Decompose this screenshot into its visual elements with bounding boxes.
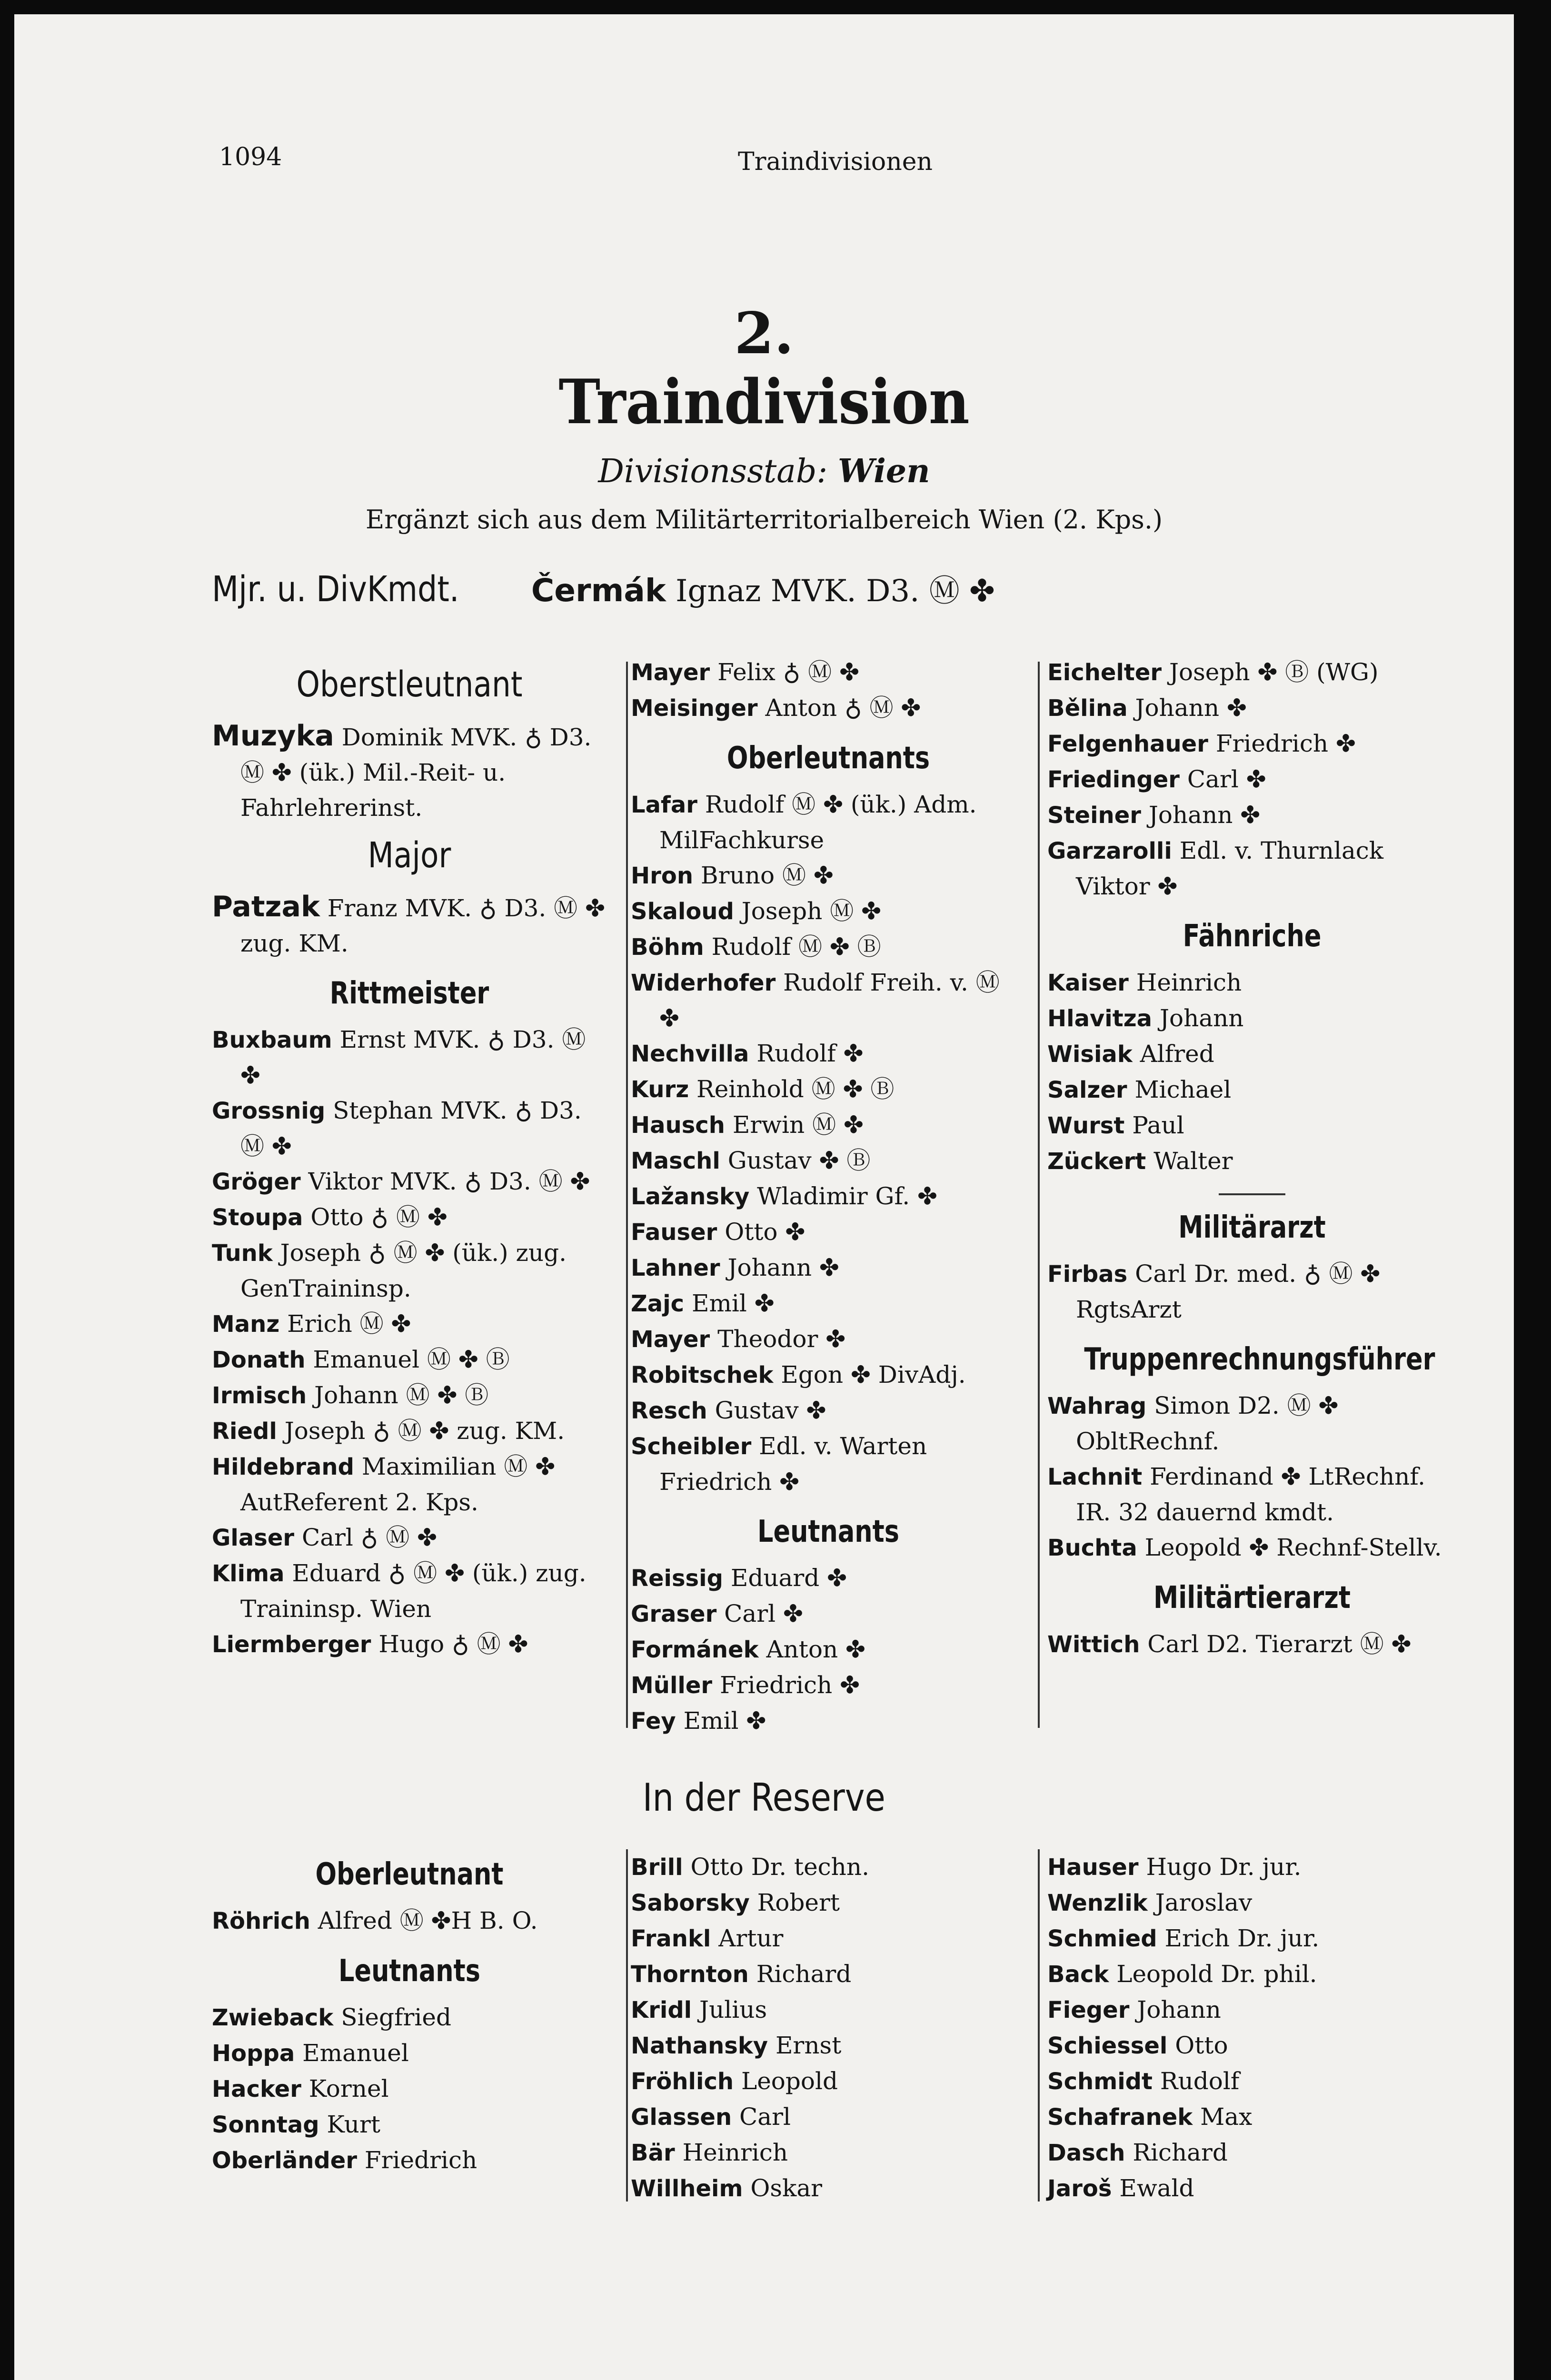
roster-entry [212, 2142, 607, 2178]
staff-label: Divisionsstab: [598, 453, 828, 490]
entry-details: Ewald [1119, 2174, 1194, 2202]
entry-details: Carl Dr. med. ♁ Ⓜ ✤ RgtsArzt [1076, 1260, 1381, 1323]
roster-entry [631, 1992, 1026, 2028]
roster-entry [631, 2099, 1026, 2135]
roster-entry [631, 1632, 1026, 1667]
staff-line [14, 452, 1514, 490]
roster-entry [631, 1071, 1026, 1107]
active-column-3 [1047, 654, 1457, 1662]
entry-surname: Dasch [1047, 2140, 1125, 2166]
roster-entry [631, 787, 1026, 858]
reserve-heading: In der Reserve [642, 1775, 886, 1820]
entry-details: Rudolf Ⓜ ✤ (ük.) Adm. MilFachkurse [659, 791, 977, 854]
roster-entry [631, 1393, 1026, 1428]
entry-surname: Tunk [212, 1240, 273, 1267]
entry-details: Richard [756, 1960, 852, 1988]
roster-entry [1047, 797, 1457, 833]
entry-details: Emanuel [302, 2039, 409, 2067]
entry-surname: Felgenhauer [1047, 731, 1208, 757]
entry-surname: Hauser [1047, 1854, 1139, 1881]
entry-surname: Klima [212, 1560, 285, 1587]
roster-entry [631, 929, 1026, 965]
entry-surname: Manz [212, 1311, 280, 1338]
roster-entry [212, 1449, 607, 1520]
entry-surname: Hildebrand [212, 1454, 354, 1480]
entry-details: Johann ✤ [1148, 801, 1261, 829]
roster-entry [631, 654, 1026, 690]
entry-surname: Saborsky [631, 1890, 750, 1916]
entry-surname: Nechvilla [631, 1041, 749, 1067]
staff-city: Wien [837, 452, 930, 490]
rank-heading: Militärtierarzt [1153, 1580, 1351, 1616]
entry-details: Edl. v. Thurnlack Viktor ✤ [1076, 837, 1384, 900]
roster-entry [631, 893, 1026, 929]
roster-entry [631, 858, 1026, 893]
roster-entry [1047, 1072, 1457, 1108]
entry-details: Hugo ♁ Ⓜ ✤ [378, 1630, 528, 1658]
roster-entry [1047, 1849, 1457, 1885]
roster-entry [1047, 965, 1457, 1001]
roster-entry [212, 889, 607, 961]
entry-details: Joseph Ⓜ ✤ [741, 897, 882, 925]
entry-surname: Bělina [1047, 695, 1128, 722]
entry-details: Kornel [308, 2075, 389, 2102]
roster-entry [1047, 726, 1457, 762]
roster-entry [1047, 1530, 1457, 1566]
roster-entry [631, 2063, 1026, 2099]
entry-surname: Skaloud [631, 898, 734, 925]
page-number: 1094 [219, 143, 282, 171]
entry-details: Ernst [775, 2032, 842, 2059]
entry-details: Julius [699, 1996, 767, 2023]
entry-surname: Lahner [631, 1255, 720, 1281]
roster-entry [1047, 1036, 1457, 1072]
entry-surname: Schafranek [1047, 2104, 1193, 2131]
rank-heading: Oberstleutnant [296, 664, 523, 705]
entry-details: Viktor MVK. ♁ D3. Ⓜ ✤ [308, 1168, 590, 1195]
entry-details: Edl. v. Warten Friedrich ✤ [659, 1432, 927, 1496]
entry-details: Erich Dr. jur. [1164, 1924, 1320, 1952]
roster-entry [1047, 1143, 1457, 1179]
entry-surname: Hoppa [212, 2040, 295, 2067]
entry-details: Robert [757, 1889, 840, 1916]
roster-entry [212, 1342, 607, 1378]
entry-details: Carl ✤ [724, 1600, 803, 1627]
entry-details: Erich Ⓜ ✤ [287, 1310, 411, 1338]
entry-details: Richard [1133, 2139, 1228, 2166]
entry-details: Leopold [741, 2067, 838, 2095]
roster-entry [631, 1036, 1026, 1071]
entry-details: Felix ♁ Ⓜ ✤ [717, 658, 859, 686]
entry-surname: Böhm [631, 934, 704, 961]
entry-details: Wladimir Gf. ✤ [757, 1182, 937, 1210]
entry-surname: Patzak [212, 890, 320, 923]
entry-details: Franz MVK. ♁ D3. Ⓜ ✤ zug. KM. [240, 894, 605, 957]
roster-entry [1047, 833, 1457, 904]
column-divider [626, 662, 628, 1728]
entry-surname: Liermberger [212, 1631, 371, 1658]
entry-surname: Brill [631, 1854, 683, 1881]
entry-surname: Sonntag [212, 2112, 319, 2138]
roster-entry [1047, 1001, 1457, 1036]
roster-entry [1047, 1108, 1457, 1143]
entry-surname: Grossnig [212, 1098, 326, 1124]
entry-surname: Resch [631, 1398, 707, 1424]
entry-details: Emanuel Ⓜ ✤ Ⓑ [313, 1346, 510, 1373]
entry-surname: Jaroš [1047, 2175, 1112, 2202]
entry-details: Jaroslav [1155, 1889, 1253, 1916]
entry-surname: Glaser [212, 1525, 295, 1551]
entry-surname: Wisiak [1047, 1041, 1133, 1068]
entry-surname: Mayer [631, 1326, 710, 1353]
section-rule [1219, 1193, 1285, 1195]
roster-entry [1047, 1256, 1457, 1327]
entry-surname: Nathansky [631, 2033, 768, 2059]
entry-surname: Steiner [1047, 802, 1141, 829]
chapter-title: Traindivision [558, 367, 970, 438]
entry-details: Anton ✤ [766, 1636, 865, 1663]
rank-heading: Truppenrechnungsführer [1084, 1342, 1435, 1377]
entry-surname: Muzyka [212, 719, 334, 753]
entry-surname: Fey [631, 1708, 676, 1735]
entry-details: Johann ✤ [727, 1254, 839, 1281]
reserve-column-1 [212, 1842, 607, 2178]
entry-details: Otto ♁ Ⓜ ✤ [310, 1203, 447, 1231]
entry-details: Friedrich ✤ [719, 1671, 860, 1699]
entry-surname: Glassen [631, 2104, 732, 2131]
column-divider [1038, 1849, 1040, 2202]
entry-details: Otto [1175, 2032, 1228, 2059]
roster-entry [1047, 2028, 1457, 2063]
entry-details: Otto Dr. techn. [690, 1853, 869, 1881]
entry-details: Johann [1159, 1004, 1244, 1032]
column-divider [626, 1849, 628, 2202]
rank-heading: Rittmeister [329, 976, 489, 1011]
roster-entry [1047, 2099, 1457, 2135]
roster-entry [212, 1093, 607, 1164]
entry-surname: Willheim [631, 2175, 743, 2202]
roster-entry [631, 1703, 1026, 1739]
entry-details: Joseph ✤ Ⓑ (WG) [1169, 658, 1379, 686]
entry-surname: Thornton [631, 1961, 749, 1988]
entry-surname: Oberländer [212, 2147, 357, 2174]
active-column-1 [212, 654, 607, 1662]
entry-surname: Meisinger [631, 695, 758, 722]
entry-details: Alfred Ⓜ ✤H B. O. [318, 1907, 538, 1934]
rank-heading: Militärarzt [1178, 1210, 1326, 1245]
entry-details: Johann [1137, 1996, 1221, 2023]
roster-entry [1047, 690, 1457, 726]
entry-surname: Schmidt [1047, 2068, 1153, 2095]
roster-entry [212, 1306, 607, 1342]
entry-details: Max [1200, 2103, 1253, 2131]
entry-surname: Kridl [631, 1997, 692, 2023]
roster-entry [631, 690, 1026, 726]
entry-details: Johann ✤ [1135, 694, 1247, 722]
entry-details: Johann Ⓜ ✤ Ⓑ [314, 1381, 489, 1409]
roster-entry [212, 1520, 607, 1556]
entry-surname: Lažansky [631, 1183, 750, 1210]
roster-entry [212, 2035, 607, 2071]
entry-details: Gustav ✤ Ⓑ [727, 1147, 871, 1174]
roster-entry [1047, 1885, 1457, 1921]
roster-entry [212, 1164, 607, 1200]
entry-details: Rudolf [1160, 2067, 1240, 2095]
entry-surname: Wahrag [1047, 1393, 1147, 1419]
entry-surname: Hacker [212, 2076, 301, 2102]
roster-entry [212, 1556, 607, 1626]
entry-surname: Reissig [631, 1565, 723, 1592]
roster-entry [631, 1849, 1026, 1885]
commander-line [212, 566, 995, 610]
entry-surname: Garzarolli [1047, 838, 1172, 864]
entry-surname: Widerhofer [631, 970, 776, 996]
entry-details: Maximilian Ⓜ ✤ AutReferent 2. Kps. [240, 1453, 556, 1516]
entry-details: Dominik MVK. ♁ D3. Ⓜ ✤ (ük.) Mil.-Reit- u. Fahrlehrerinst. [240, 724, 592, 822]
entry-surname: Wurst [1047, 1112, 1125, 1139]
entry-details: Ernst MVK. ♁ D3. Ⓜ ✤ [240, 1026, 586, 1089]
entry-surname: Irmisch [212, 1382, 307, 1409]
entry-surname: Schiessel [1047, 2033, 1168, 2059]
roster-entry [212, 2107, 607, 2142]
entry-details: Friedrich ✤ [1215, 730, 1356, 757]
entry-details: Eduard ✤ [730, 1564, 847, 1592]
entry-surname: Müller [631, 1672, 713, 1699]
entry-details: Simon D2. Ⓜ ✤ ObltRechnf. [1076, 1392, 1339, 1455]
entry-surname: Kurz [631, 1076, 689, 1103]
entry-details: Otto ✤ [725, 1218, 805, 1246]
entry-details: Joseph ♁ Ⓜ ✤ zug. KM. [284, 1417, 565, 1445]
roster-entry [1047, 1956, 1457, 1992]
entry-surname: Back [1047, 1961, 1109, 1988]
entry-details: Stephan MVK. ♁ D3. Ⓜ ✤ [240, 1097, 582, 1160]
entry-details: Hugo Dr. jur. [1146, 1853, 1302, 1881]
entry-surname: Hron [631, 863, 693, 889]
entry-surname: Fieger [1047, 1997, 1130, 2023]
entry-details: Theodor ✤ [717, 1325, 846, 1353]
entry-surname: Riedl [212, 1418, 277, 1445]
entry-surname: Zwieback [212, 2004, 334, 2031]
entry-surname: Graser [631, 1601, 717, 1627]
rank-heading: Oberleutnants [726, 741, 930, 776]
entry-surname: Friedinger [1047, 766, 1180, 793]
entry-details: Egon ✤ DivAdj. [781, 1361, 966, 1388]
entry-surname: Wenzlik [1047, 1890, 1148, 1916]
roster-entry [631, 2135, 1026, 2171]
entry-details: Eduard ♁ Ⓜ ✤ (ük.) zug. Traininsp. Wien [240, 1559, 587, 1623]
reserve-heading-line [14, 1775, 1514, 1820]
roster-entry [631, 1286, 1026, 1321]
roster-entry [1047, 1626, 1457, 1662]
roster-entry [631, 1214, 1026, 1250]
roster-entry [212, 718, 607, 825]
entry-surname: Formánek [631, 1636, 759, 1663]
entry-details: Paul [1132, 1111, 1184, 1139]
entry-surname: Salzer [1047, 1077, 1127, 1103]
roster-entry [212, 2071, 607, 2107]
roster-entry [1047, 762, 1457, 797]
entry-surname: Kaiser [1047, 970, 1129, 996]
entry-surname: Fröhlich [631, 2068, 734, 2095]
running-title: Traindivisionen [738, 148, 933, 176]
entry-surname: Schmied [1047, 1925, 1157, 1952]
entry-details: Kurt [327, 2111, 380, 2138]
entry-details: Emil ✤ [692, 1289, 775, 1317]
entry-details: Reinhold Ⓜ ✤ Ⓑ [696, 1075, 895, 1103]
entry-surname: Eichelter [1047, 659, 1162, 686]
entry-surname: Hlavitza [1047, 1005, 1153, 1032]
roster-entry [631, 1596, 1026, 1632]
roster-entry [1047, 1459, 1457, 1530]
entry-details: Gustav ✤ [715, 1397, 826, 1424]
rank-heading: Oberleutnant [315, 1857, 504, 1892]
rank-heading: Leutnants [338, 1954, 480, 1989]
entry-details: Ferdinand ✤ LtRechnf. IR. 32 dauernd kmdt. [1076, 1463, 1425, 1526]
roster-entry [212, 2000, 607, 2035]
commander-rank: Mjr. u. DivKmdt. [212, 569, 459, 610]
entry-surname: Maschl [631, 1148, 720, 1174]
roster-entry [631, 1560, 1026, 1596]
roster-entry [631, 1956, 1026, 1992]
roster-entry [631, 2171, 1026, 2206]
roster-entry [631, 1357, 1026, 1393]
roster-entry [631, 1179, 1026, 1214]
entry-details: Friedrich [364, 2146, 477, 2174]
entry-surname: Zajc [631, 1290, 685, 1317]
entry-surname: Firbas [1047, 1261, 1128, 1288]
page [14, 14, 1514, 2380]
entry-details: Siegfried [341, 2003, 452, 2031]
entry-details: Carl [739, 2103, 791, 2131]
entry-details: Leopold ✤ Rechnf-Stellv. [1144, 1534, 1442, 1561]
entry-surname: Donath [212, 1347, 306, 1373]
entry-surname: Bär [631, 2140, 675, 2166]
roster-entry [631, 2028, 1026, 2063]
entry-details: Alfred [1140, 1040, 1214, 1068]
entry-surname: Lafar [631, 792, 697, 818]
active-column-2 [631, 654, 1026, 1739]
entry-details: Heinrich [1136, 969, 1242, 996]
roster-entry [212, 1200, 607, 1235]
roster-entry [631, 1667, 1026, 1703]
reserve-column-2 [631, 1849, 1026, 2206]
entry-details: Walter [1153, 1147, 1233, 1175]
roster-entry [1047, 2135, 1457, 2171]
commander-details: Ignaz MVK. D3. Ⓜ ✤ [676, 574, 995, 609]
entry-surname: Buchta [1047, 1535, 1137, 1561]
entry-surname: Gröger [212, 1169, 301, 1195]
roster-entry [1047, 2171, 1457, 2206]
entry-details: Rudolf Ⓜ ✤ Ⓑ [711, 933, 881, 961]
entry-details: Rudolf Freih. v. Ⓜ ✤ [659, 969, 1000, 1032]
column-divider [1038, 662, 1040, 1728]
entry-details: Heinrich [682, 2139, 788, 2166]
entry-details: Carl ✤ [1187, 765, 1266, 793]
roster-entry [1047, 1921, 1457, 1956]
entry-details: Anton ♁ Ⓜ ✤ [765, 694, 921, 722]
roster-entry [212, 1022, 607, 1093]
entry-details: Carl ♁ Ⓜ ✤ [301, 1524, 437, 1551]
territorial-note: Ergänzt sich aus dem Militärterritorialbereich Wien (2. Kps.) [365, 505, 1163, 535]
roster-entry [631, 965, 1026, 1036]
roster-entry [1047, 654, 1457, 690]
chapter-number: 2. [734, 300, 794, 367]
entry-details: Carl D2. Tierarzt Ⓜ ✤ [1147, 1630, 1412, 1658]
entry-surname: Hausch [631, 1112, 725, 1139]
roster-entry [1047, 2063, 1457, 2099]
entry-surname: Wittich [1047, 1631, 1140, 1658]
entry-surname: Scheibler [631, 1433, 752, 1460]
roster-entry [631, 1885, 1026, 1921]
rank-heading: Leutnants [757, 1514, 899, 1549]
entry-details: Joseph ♁ Ⓜ ✤ (ük.) zug. GenTraininsp. [240, 1239, 567, 1302]
roster-entry [212, 1413, 607, 1449]
roster-entry [212, 1903, 607, 1939]
entry-surname: Fauser [631, 1219, 717, 1246]
roster-entry [631, 1428, 1026, 1499]
entry-surname: Stoupa [212, 1204, 303, 1231]
roster-entry [212, 1626, 607, 1662]
roster-entry [631, 1250, 1026, 1286]
rank-heading: Major [368, 835, 451, 876]
entry-surname: Robitschek [631, 1362, 774, 1388]
roster-entry [1047, 1992, 1457, 2028]
roster-entry [631, 1143, 1026, 1179]
entry-details: Oskar [750, 2174, 823, 2202]
rank-heading: Fähnriche [1183, 919, 1322, 954]
roster-entry [631, 1107, 1026, 1143]
entry-details: Michael [1134, 1076, 1232, 1103]
entry-details: Emil ✤ [683, 1707, 766, 1735]
reserve-column-3 [1047, 1849, 1457, 2206]
entry-surname: Frankl [631, 1925, 711, 1952]
entry-surname: Buxbaum [212, 1027, 332, 1053]
entry-details: Artur [718, 1924, 784, 1952]
entry-surname: Mayer [631, 659, 710, 686]
entry-surname: Zückert [1047, 1148, 1146, 1175]
entry-details: Leopold Dr. phil. [1116, 1960, 1317, 1988]
entry-details: Rudolf ✤ [756, 1040, 864, 1067]
entry-surname: Röhrich [212, 1908, 310, 1934]
roster-entry [212, 1378, 607, 1413]
entry-details: Bruno Ⓜ ✤ [700, 862, 834, 889]
entry-details: Erwin Ⓜ ✤ [732, 1111, 864, 1139]
roster-entry [1047, 1388, 1457, 1459]
entry-surname: Lachnit [1047, 1464, 1143, 1490]
roster-entry [212, 1235, 607, 1306]
roster-entry [631, 1321, 1026, 1357]
commander-name: Čermák [531, 572, 666, 609]
roster-entry [631, 1921, 1026, 1956]
